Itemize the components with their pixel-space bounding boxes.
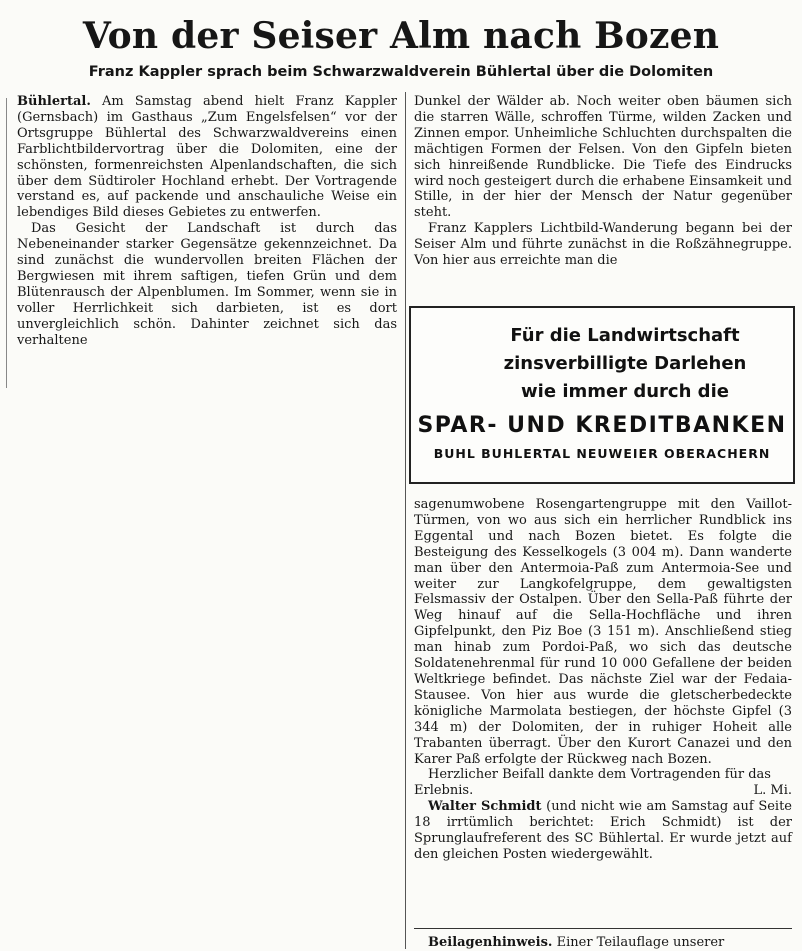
ad-line-1: Für die Landwirtschaft [510,325,740,346]
article-column-right-bottom [414,497,792,863]
ad-line-3: wie immer durch die [521,381,729,402]
ad-towns: BUHL BUHLERTAL NEUWEIER OBERACHERN [433,446,771,461]
paragraph-text: Am Samstag abend hielt Franz Kappler (Gernsbach) im Gasthaus „Zum Engelsfelsen“ vor der Ortsgruppe Bühlertal des Schwarzwaldvereins einen Farblichtbildervortrag über die Dolomiten, eine der schönsten, formenreichsten Alpenlandschaften, die sich über dem Südtiroler Hochland erhebt. Der Vortragende verstand es, auf packende und anschauliche Weise ein lebendiges Bild dieses Gebietes zu entwerfen. [17,94,397,221]
article-paragraph-4: Franz Kapplers Lichtbild-Wanderung begann bei der Seiser Alm und führte zunächst in die Roßzähnegruppe. Von hier aus erreichte man die [414,221,792,269]
notice-paragraph [414,799,792,863]
ad-line-2: zinsverbilligte Darlehen [503,353,747,374]
column-divider [405,92,406,949]
notice-name: Walter Schmidt [428,799,542,815]
closing-text: Herzlicher Beifall dankte dem Vortragenden für das Erlebnis. [414,767,771,799]
article-headline: Von der Seiser Alm nach Bozen [82,15,720,57]
footer-text: Einer Teilauflage unserer [552,935,725,950]
author-signature: L. Mi. [753,783,792,799]
bank-advertisement [409,306,795,484]
article-paragraph-6 [414,767,792,799]
notice-text: (und nicht wie am Samstag auf Seite 18 irrtümlich berichtet: Erich Schmidt) ist der Sprunglaufreferent des SC Bühlertal. Er wurde jetzt auf den gleichen Posten wiedergewählt. [414,799,792,862]
article-subheadline: Franz Kappler sprach beim Schwarzwaldverein Bühlertal über die Dolomiten [88,64,714,80]
dateline: Bühlertal. [17,94,91,109]
left-margin-rule [6,98,7,388]
article-paragraph-1 [17,94,397,221]
footer-label: Beilagenhinweis. [428,935,553,950]
ad-bank-name: SPAR- UND KREDITBANKEN [417,413,787,438]
article-column-right-top [414,94,792,269]
article-column-left [17,94,397,349]
article-paragraph-5: sagenumwobene Rosengartengruppe mit den Vaillot-Türmen, von wo aus sich ein herrlicher Rundblick ins Eggental und nach Bozen bietet. Es folgte die Besteigung des Kesselkogels (3 004 m). Dann wanderte man über den Antermoia-Paß zum Antermoia-See und weiter zur Langkofelgruppe, dem gewaltigsten Felsmassiv der Ostalpen. Über den Sella-Paß führte der Weg hinauf auf die Sella-Hochfläche und ihren Gipfelpunkt, den Piz Boe (3 151 m). Anschließend stieg man hinab zum Pordoi-Paß, wo sich das deutsche Soldatenehrenmal für rund 10 000 Gefallene der beiden Weltkriege befindet. Das nächste Ziel war der Fedaia-Stausee. Von hier aus wurde die gletscherbedeckte königliche Marmolata bestiegen, der höchste Gipfel (3 344 m) der Dolomiten, der in ruhiger Hoheit alle Trabanten überragt. Über den Kurort Canazei und den Karer Paß erfolgte der Rückweg nach Bozen. [414,497,792,767]
section-rule [414,928,792,929]
article-paragraph-2: Das Gesicht der Landschaft ist durch das Nebeneinander starker Gegensätze gekennzeichnet. Da sind zunächst die wundervollen breiten Flächen der Bergwiesen mit ihrem saftigen, tiefen Grün und dem Blütenrausch der Alpenblumen. Im Sommer, wenn sie in voller Herrlichkeit sich darbieten, ist es dort unvergleichlich schön. Dahinter zeichnet sich das verhaltene [17,221,397,348]
article-paragraph-3: Dunkel der Wälder ab. Noch weiter oben bäumen sich die starren Wälle, schroffen Türme, wilden Zacken und Zinnen empor. Unheimliche Schluchten durchspalten die mächtigen Formen der Felsen. Von den Gipfeln bieten sich hinreißende Rundblicke. Die Tiefe des Eindrucks wird noch gesteigert durch die erhabene Einsamkeit und Stille, in der hier der Mensch der Natur gegenüber steht. [414,94,792,221]
